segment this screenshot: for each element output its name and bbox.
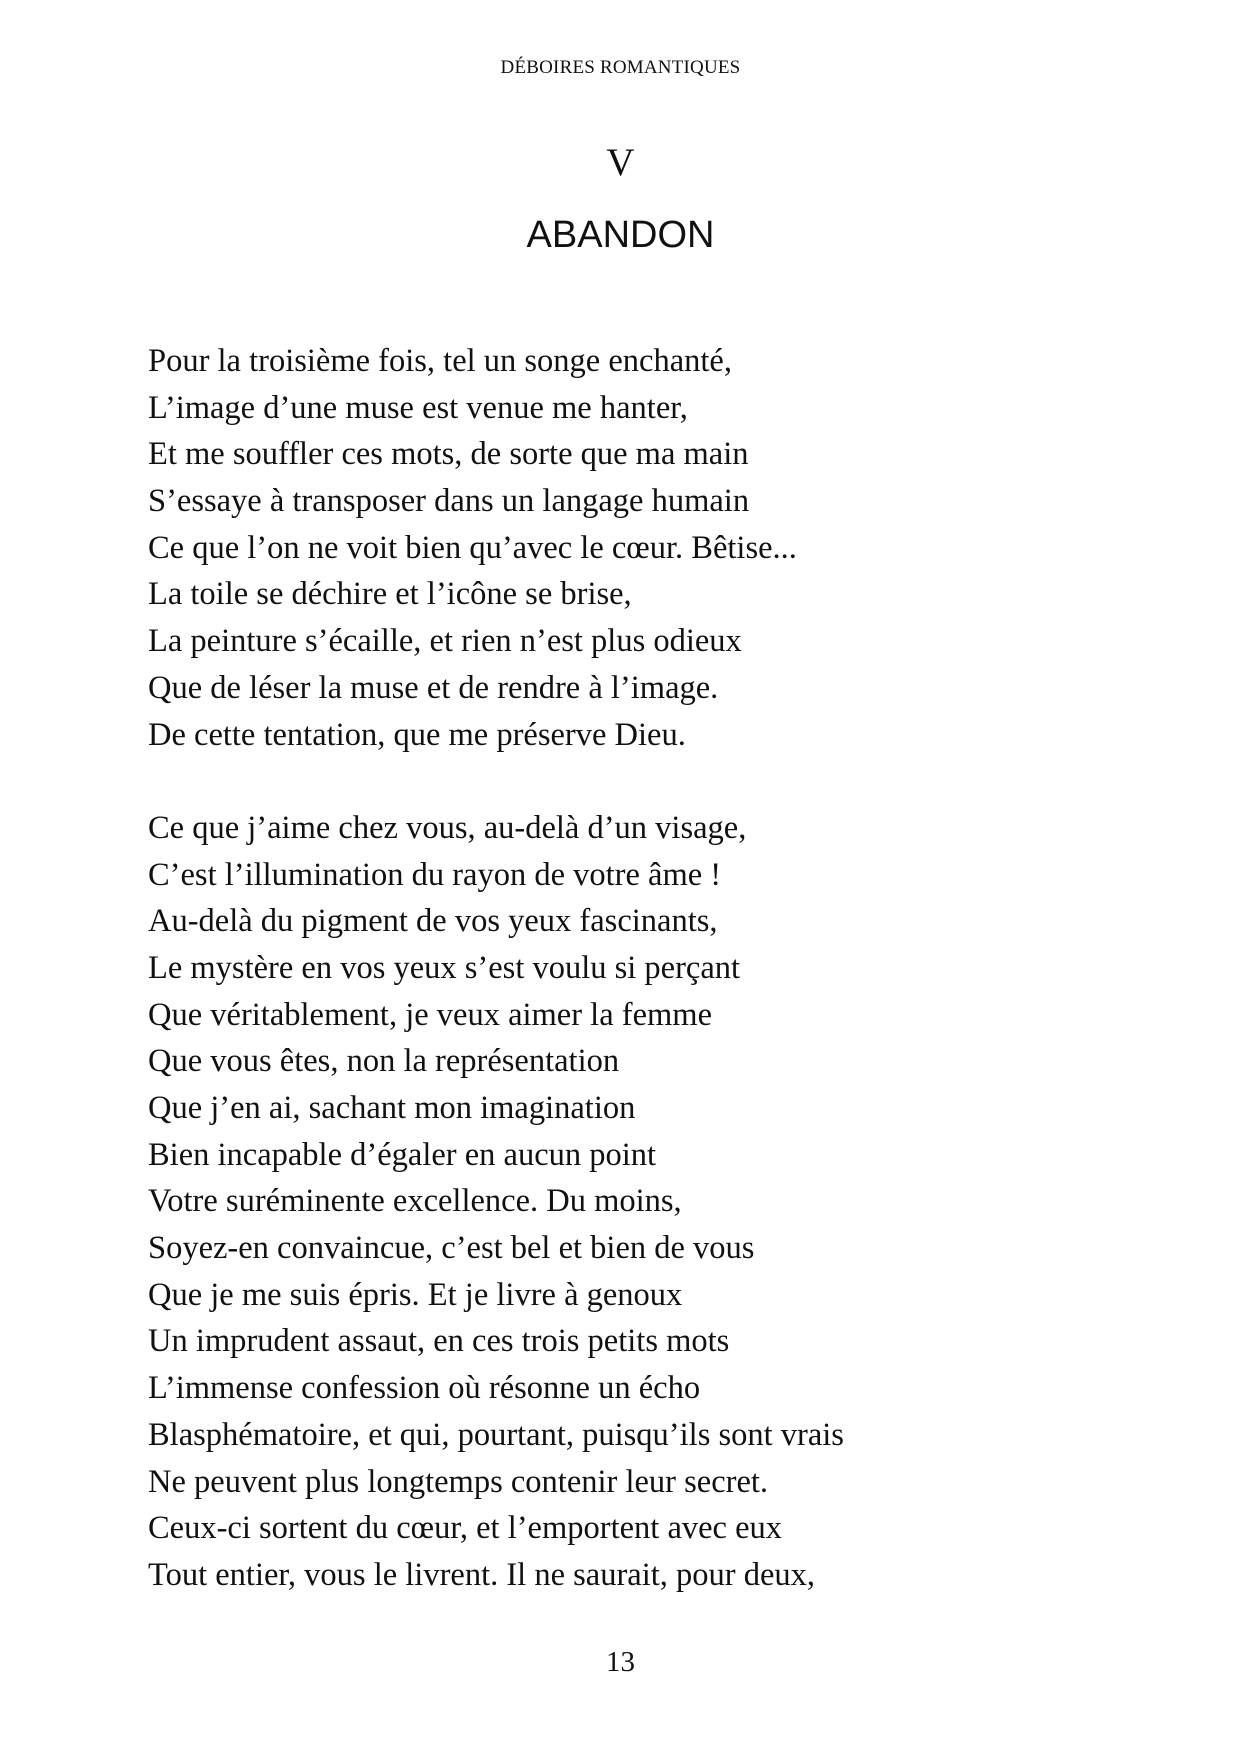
verse-line: De cette tentation, que me préserve Dieu. — [148, 716, 686, 753]
section-title: ABANDON — [526, 214, 715, 256]
verse-line: Pour la troisième fois, tel un songe enchanté, — [148, 343, 732, 379]
verse-line: Le mystère en vos yeux s’est voulu si perçant — [148, 949, 741, 986]
stanza — [148, 805, 1148, 1599]
verse-line: S’essaye à transposer dans un langage humain — [148, 483, 750, 520]
verse-line: Ce que l’on ne voit bien qu’avec le cœur. Bêtise... — [148, 529, 797, 566]
verse-line: Au-delà du pigment de vos yeux fascinants, — [148, 903, 718, 940]
poem — [148, 338, 1148, 1599]
stanza-break — [148, 758, 1148, 805]
verse-line: Que vous êtes, non la représentation — [148, 1043, 620, 1080]
verse-line: La toile se déchire et l’icône se brise, — [148, 576, 632, 613]
section-number: V — [606, 141, 635, 184]
verse-line: Ce que j’aime chez vous, au-delà d’un visage, — [148, 809, 747, 846]
page-number: 13 — [606, 1646, 635, 1678]
verse-line: Blasphématoire, et qui, pourtant, puisqu’ils sont vrais — [148, 1416, 844, 1453]
verse-line: Votre suréminente excellence. Du moins, — [148, 1183, 682, 1220]
verse-line: Bien incapable d’égaler en aucun point — [148, 1136, 657, 1173]
verse-line: Que j’en ai, sachant mon imagination — [148, 1090, 636, 1126]
verse-line: La peinture s’écaille, et rien n’est plus odieux — [148, 623, 742, 660]
stanza — [148, 338, 1148, 758]
verse-line: Que je me suis épris. Et je livre à genoux — [148, 1276, 683, 1313]
verse-line: C’est l’illumination du rayon de votre âme ! — [148, 856, 722, 893]
verse-line: Un imprudent assaut, en ces trois petits mots — [148, 1323, 730, 1360]
verse-line: Ceux-ci sortent du cœur, et l’emportent avec eux — [148, 1510, 783, 1547]
verse-line: Ne peuvent plus longtemps contenir leur secret. — [148, 1463, 769, 1500]
verse-line: Que véritablement, je veux aimer la femme — [148, 996, 712, 1033]
verse-line: Que de léser la muse et de rendre à l’image. — [148, 669, 719, 706]
verse-line: Soyez-en convaincue, c’est bel et bien de vous — [148, 1230, 755, 1267]
running-head: DÉBOIRES ROMANTIQUES — [500, 57, 741, 78]
verse-line: L’immense confession où résonne un écho — [148, 1370, 701, 1407]
verse-line: L’image d’une muse est venue me hanter, — [148, 389, 688, 426]
verse-line: Et me souffler ces mots, de sorte que ma main — [148, 436, 749, 473]
verse-line: Tout entier, vous le livrent. Il ne saurait, pour deux, — [148, 1556, 816, 1593]
